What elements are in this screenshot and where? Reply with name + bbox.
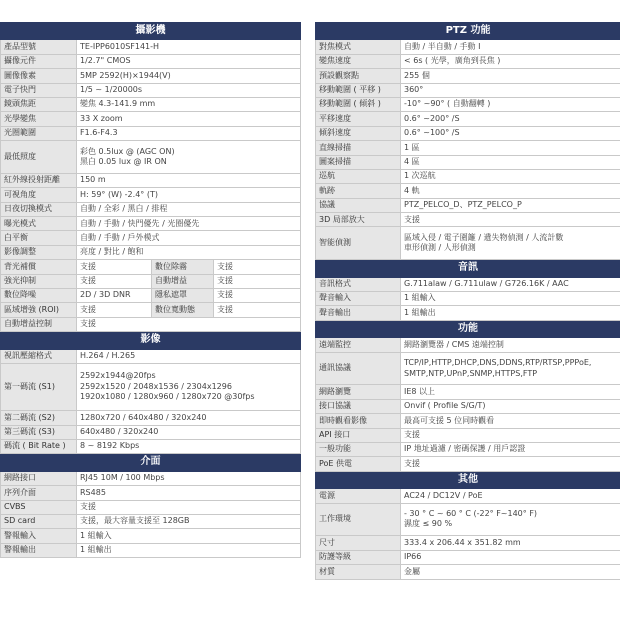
spec-value-line: 1 組輸出	[80, 545, 112, 555]
spec-label: 曝光模式	[1, 217, 77, 231]
spec-label: 背光補償	[1, 260, 77, 274]
spec-value	[401, 169, 620, 183]
spec-value	[401, 503, 620, 536]
spec-label: 防護等級	[316, 550, 401, 564]
spec-row	[1, 126, 301, 140]
spec-grid-row	[1, 260, 301, 274]
spec-label: 預設觀察點	[316, 69, 401, 83]
spec-value-line: 支援	[80, 501, 96, 511]
spec-row	[1, 411, 301, 425]
spec-value-line: 1/2.7" CMOS	[80, 56, 131, 66]
spec-value-line: SMTP,NTP,UPnP,SNMP,HTTPS,FTP	[404, 368, 538, 378]
spec-row	[1, 543, 301, 557]
spec-value	[77, 529, 301, 543]
spec-row	[1, 217, 301, 231]
spec-value-line: 0.6° ~200° /S	[404, 113, 460, 123]
section-title: 其他	[316, 471, 620, 488]
section-title: 介面	[1, 454, 301, 471]
spec-label: 智能偵測	[316, 227, 401, 260]
spec-value-line: 1 組輸入	[80, 530, 112, 540]
spec-value	[401, 155, 620, 169]
spec-value-line: 1 區	[404, 142, 420, 152]
spec-value-line: 360°	[404, 85, 424, 94]
spec-value-line: 333.4 x 206.44 x 351.82 mm	[404, 537, 521, 547]
spec-label: 網路瀏覽	[316, 385, 401, 399]
spec-row	[316, 338, 620, 352]
spec-value	[401, 97, 620, 111]
spec-label: SD card	[1, 514, 77, 528]
spec-value	[401, 40, 620, 54]
spec-label: 產品型號	[1, 40, 77, 54]
spec-value	[77, 54, 301, 68]
spec-value-line: -10° ~90° ( 自動翻轉 )	[404, 99, 491, 109]
right-spec-table	[315, 22, 620, 580]
spec-value	[77, 231, 301, 245]
spec-value-line: 150 m	[80, 175, 106, 185]
spec-row	[316, 399, 620, 413]
spec-value: 支援	[214, 274, 301, 288]
spec-row	[316, 126, 620, 140]
section-header	[316, 320, 620, 337]
spec-label: 工作環境	[316, 503, 401, 536]
spec-value: 支援	[214, 260, 301, 274]
spec-value-line: 支援	[404, 430, 420, 440]
spec-value-line: PTZ_PELCO_D、PTZ_PELCO_P	[404, 200, 522, 210]
section-header	[1, 23, 301, 40]
right-table	[315, 22, 620, 580]
spec-row	[316, 227, 620, 260]
spec-label: 第三碼流 (S3)	[1, 425, 77, 439]
spec-value-line: 自動 / 全彩 / 黑白 / 排程	[80, 204, 168, 214]
spec-value	[77, 188, 301, 202]
spec-label: 電子快門	[1, 83, 77, 97]
spec-label: 可視角度	[1, 188, 77, 202]
spec-label: 序列介面	[1, 486, 77, 500]
spec-value	[77, 425, 301, 439]
spec-value-line: IP 地址過濾 / 密碼保護 / 用戶認證	[404, 444, 526, 454]
spec-value-line: RJ45 10M / 100 Mbps	[80, 473, 165, 483]
spec-row	[1, 97, 301, 111]
spec-label: 數位寬動態	[152, 303, 214, 317]
spec-value	[401, 141, 620, 155]
spec-value	[401, 457, 620, 471]
spec-row	[1, 83, 301, 97]
spec-label: 攝像元件	[1, 54, 77, 68]
section-title: PTZ 功能	[316, 23, 620, 40]
spec-row	[1, 188, 301, 202]
spec-label: 尺寸	[316, 536, 401, 550]
spec-value-line: AC24 / DC12V / PoE	[404, 490, 483, 500]
spec-row	[316, 385, 620, 399]
spec-row	[316, 536, 620, 550]
spec-label: 紅外線投射距離	[1, 173, 77, 187]
spec-label: 碼流 ( Bit Rate )	[1, 439, 77, 453]
spec-value-line: 5MP 2592(H)×1944(V)	[80, 70, 171, 80]
spec-label: 巡航	[316, 169, 401, 183]
spec-label: 日夜切換模式	[1, 202, 77, 216]
spec-label: 鏡頭焦距	[1, 97, 77, 111]
spec-row	[1, 349, 301, 363]
spec-value-line: 車形偵測 / 人形偵測	[404, 243, 476, 253]
spec-value-line: 支援	[404, 214, 420, 224]
spec-value	[77, 173, 301, 187]
spec-label: 3D 局部放大	[316, 213, 401, 227]
spec-row	[1, 245, 301, 259]
spec-value-line: 亮度 / 對比 / 飽和	[80, 247, 144, 257]
spec-value	[77, 471, 301, 485]
spec-row	[316, 428, 620, 442]
spec-row	[316, 489, 620, 503]
spec-row	[1, 439, 301, 453]
spec-label: 遠端監控	[316, 338, 401, 352]
spec-label: 警報輸出	[1, 543, 77, 557]
spec-value-line: 自動 / 手動 / 快門優先 / 光圈優先	[80, 218, 200, 228]
spec-row	[316, 198, 620, 212]
spec-row	[1, 486, 301, 500]
spec-value	[401, 69, 620, 83]
spec-label: 傾斜速度	[316, 126, 401, 140]
spec-label: 軌跡	[316, 184, 401, 198]
spec-value: 支援	[77, 303, 152, 317]
spec-row	[316, 155, 620, 169]
spec-row	[316, 213, 620, 227]
section-title: 攝影機	[1, 23, 301, 40]
left-spec-table	[0, 22, 300, 558]
spec-value	[401, 489, 620, 503]
spec-value-line: - 30 ° C ~ 60 ° C (-22° F~140° F)	[404, 508, 538, 518]
spec-row	[316, 54, 620, 68]
spec-grid-row	[1, 289, 301, 303]
spec-label: 電源	[316, 489, 401, 503]
spec-label: 材質	[316, 565, 401, 579]
spec-value-line: 1 次巡航	[404, 171, 436, 181]
spec-row	[1, 471, 301, 485]
spec-value	[401, 306, 620, 320]
spec-row	[316, 457, 620, 471]
spec-row	[1, 364, 301, 411]
spec-label: 一般功能	[316, 442, 401, 456]
spec-label: 移動範圍 ( 平移 )	[316, 83, 401, 97]
spec-label: 隱私遮罩	[152, 289, 214, 303]
spec-value-line: H.264 / H.265	[80, 351, 136, 361]
spec-label: 影像調整	[1, 245, 77, 259]
spec-label: CVBS	[1, 500, 77, 514]
spec-row	[316, 277, 620, 291]
spec-row	[1, 514, 301, 528]
spec-value-line: 黑白 0.05 lux @ IR ON	[80, 157, 167, 167]
spec-value-line: 自動 / 半自動 / 手動 I	[404, 41, 481, 51]
spec-value-line: 支援	[404, 458, 420, 468]
spec-value	[401, 112, 620, 126]
spec-value-line: 金屬	[404, 566, 420, 576]
spec-label: 光圈範圍	[1, 126, 77, 140]
spec-value-line: 區域入侵 / 電子圍籬 / 遺失物偵測 / 人流計數	[404, 232, 564, 242]
spec-label: 音訊格式	[316, 277, 401, 291]
spec-label: 即時觀看影像	[316, 414, 401, 428]
spec-value-line: TE-IPP6010SF141-H	[80, 41, 160, 51]
spec-label: 協議	[316, 198, 401, 212]
section-header	[1, 454, 301, 471]
spec-label: 聲音輸入	[316, 292, 401, 306]
spec-value-line: < 6s ( 光學，廣角到長焦 )	[404, 56, 501, 66]
spec-value	[401, 428, 620, 442]
left-table	[0, 22, 301, 558]
spec-value	[77, 141, 301, 174]
spec-value: 支援	[77, 274, 152, 288]
spec-value-line: F1.6-F4.3	[80, 128, 118, 138]
spec-value	[77, 126, 301, 140]
spec-value-line: 4 區	[404, 156, 420, 166]
spec-row	[316, 292, 620, 306]
spec-row	[316, 112, 620, 126]
spec-value-line: 自動 / 手動 / 戶外模式	[80, 232, 160, 242]
spec-label: 視訊壓縮格式	[1, 349, 77, 363]
spec-value	[401, 385, 620, 399]
spec-value-line: 8 ~ 8192 Kbps	[80, 441, 140, 451]
spec-label: 數位降噪	[1, 289, 77, 303]
spec-row	[316, 40, 620, 54]
spec-row	[316, 565, 620, 579]
section-title: 影像	[1, 332, 301, 349]
spec-label: 變焦速度	[316, 54, 401, 68]
spec-label: 圖像像素	[1, 69, 77, 83]
spec-grid-row	[1, 303, 301, 317]
spec-row	[1, 231, 301, 245]
spec-value	[401, 536, 620, 550]
spec-label: PoE 供電	[316, 457, 401, 471]
section-header	[1, 332, 301, 349]
spec-value-line: 網路瀏覽器 / CMS 遠端控制	[404, 339, 504, 349]
spec-label: 接口協議	[316, 399, 401, 413]
spec-row	[316, 83, 620, 97]
spec-row	[316, 352, 620, 385]
spec-value	[401, 277, 620, 291]
spec-row	[1, 317, 301, 331]
spec-value	[401, 338, 620, 352]
spec-value-line: IP66	[404, 552, 422, 562]
spec-row	[316, 503, 620, 536]
spec-value	[77, 439, 301, 453]
spec-value-line: 支援	[80, 319, 96, 329]
spec-value-line: 640x480 / 320x240	[80, 427, 159, 437]
spec-label: 最低照度	[1, 141, 77, 174]
spec-label: 通訊協議	[316, 352, 401, 385]
spec-label: 光學變焦	[1, 112, 77, 126]
spec-row	[1, 141, 301, 174]
spec-label: 平移速度	[316, 112, 401, 126]
spec-value-line: 4 軌	[404, 185, 420, 195]
spec-value	[77, 364, 301, 411]
spec-value-line: 255 個	[404, 70, 430, 80]
spec-row	[316, 442, 620, 456]
spec-value: 支援	[214, 289, 301, 303]
spec-label: 聲音輸出	[316, 306, 401, 320]
spec-label: 數位除霧	[152, 260, 214, 274]
spec-row	[316, 414, 620, 428]
spec-grid-row	[1, 274, 301, 288]
spec-value	[401, 352, 620, 385]
spec-row	[1, 425, 301, 439]
spec-row	[1, 173, 301, 187]
spec-row	[316, 97, 620, 111]
spec-label: 直線掃描	[316, 141, 401, 155]
section-header	[316, 260, 620, 277]
spec-value	[77, 83, 301, 97]
spec-value	[401, 227, 620, 260]
spec-value-line: 1/5 ~ 1/20000s	[80, 85, 143, 94]
spec-row	[1, 69, 301, 83]
spec-value: 支援	[214, 303, 301, 317]
spec-value-line: 濕度 ≤ 90 %	[404, 519, 453, 529]
spec-value-line: 變焦 4.3-141.9 mm	[80, 99, 156, 109]
spec-label: 第一碼流 (S1)	[1, 364, 77, 411]
spec-label: 網路接口	[1, 471, 77, 485]
spec-value	[401, 442, 620, 456]
spec-row	[1, 54, 301, 68]
spec-value	[401, 414, 620, 428]
spec-value-line: 最高可支援 5 位同時觀看	[404, 415, 495, 425]
spec-row	[316, 184, 620, 198]
spec-value	[77, 317, 301, 331]
spec-value-line: 0.6° ~100° /S	[404, 128, 460, 138]
spec-value	[77, 202, 301, 216]
spec-value-line: RS485	[80, 487, 106, 497]
spec-value	[401, 83, 620, 97]
spec-value-line: 1280x720 / 640x480 / 320x240	[80, 412, 207, 422]
spec-value-line: TCP/IP,HTTP,DHCP,DNS,DDNS,RTP/RTSP,PPPoE,	[404, 358, 592, 367]
spec-value-line: 1 組輸入	[404, 293, 436, 303]
spec-value-line: 1 組輸出	[404, 307, 436, 317]
spec-value	[77, 349, 301, 363]
spec-value-line: IE8 以上	[404, 386, 436, 396]
spec-value	[401, 550, 620, 564]
spec-row	[1, 529, 301, 543]
spec-value	[401, 565, 620, 579]
spec-row	[1, 40, 301, 54]
spec-value-line: G.711alaw / G.711ulaw / G726.16K / AAC	[404, 279, 569, 289]
spec-row	[1, 202, 301, 216]
spec-label: 自動增益	[152, 274, 214, 288]
spec-value	[401, 292, 620, 306]
spec-value	[401, 126, 620, 140]
section-header	[316, 471, 620, 488]
spec-value	[77, 486, 301, 500]
spec-value	[77, 69, 301, 83]
spec-label: 圖案掃描	[316, 155, 401, 169]
spec-row	[316, 69, 620, 83]
spec-value-line: 2592x1520 / 2048x1536 / 2304x1296	[80, 381, 232, 391]
spec-row	[316, 169, 620, 183]
spec-label: 白平衡	[1, 231, 77, 245]
spec-value: 2D / 3D DNR	[77, 289, 152, 303]
spec-label: 對焦模式	[316, 40, 401, 54]
spec-value-line: 彩色 0.5lux @ (AGC ON)	[80, 146, 175, 156]
spec-label: 第二碼流 (S2)	[1, 411, 77, 425]
spec-value	[401, 213, 620, 227]
spec-label: 警報輸入	[1, 529, 77, 543]
spec-label: API 接口	[316, 428, 401, 442]
spec-value	[401, 198, 620, 212]
spec-label: 強光抑制	[1, 274, 77, 288]
spec-value	[401, 54, 620, 68]
spec-value	[401, 399, 620, 413]
spec-value	[77, 217, 301, 231]
section-title: 音訊	[316, 260, 620, 277]
spec-value	[401, 184, 620, 198]
spec-value	[77, 514, 301, 528]
spec-value-line: Onvif ( Profile S/G/T)	[404, 401, 486, 411]
spec-value-line: 33 X zoom	[80, 113, 123, 123]
spec-row	[316, 141, 620, 155]
section-title: 功能	[316, 320, 620, 337]
spec-value	[77, 112, 301, 126]
spec-value	[77, 245, 301, 259]
spec-value	[77, 97, 301, 111]
spec-value-line: H: 59° (W) -2.4° (T)	[80, 189, 158, 199]
spec-row	[1, 112, 301, 126]
spec-value	[77, 500, 301, 514]
spec-value	[77, 411, 301, 425]
spec-value	[77, 543, 301, 557]
spec-row	[316, 550, 620, 564]
spec-value-line: 2592x1944@20fps	[80, 371, 156, 381]
spec-row	[1, 500, 301, 514]
spec-value	[77, 40, 301, 54]
spec-label: 移動範圍 ( 傾斜 )	[316, 97, 401, 111]
spec-value-line: 1920x1080 / 1280x960 / 1280x720 @30fps	[80, 392, 255, 402]
section-header	[316, 23, 620, 40]
spec-value: 支援	[77, 260, 152, 274]
spec-label: 區域增強 (ROI)	[1, 303, 77, 317]
spec-row	[316, 306, 620, 320]
spec-value-line: 支援，最大容量支援至 128GB	[80, 516, 190, 526]
spec-label: 自動增益控制	[1, 317, 77, 331]
